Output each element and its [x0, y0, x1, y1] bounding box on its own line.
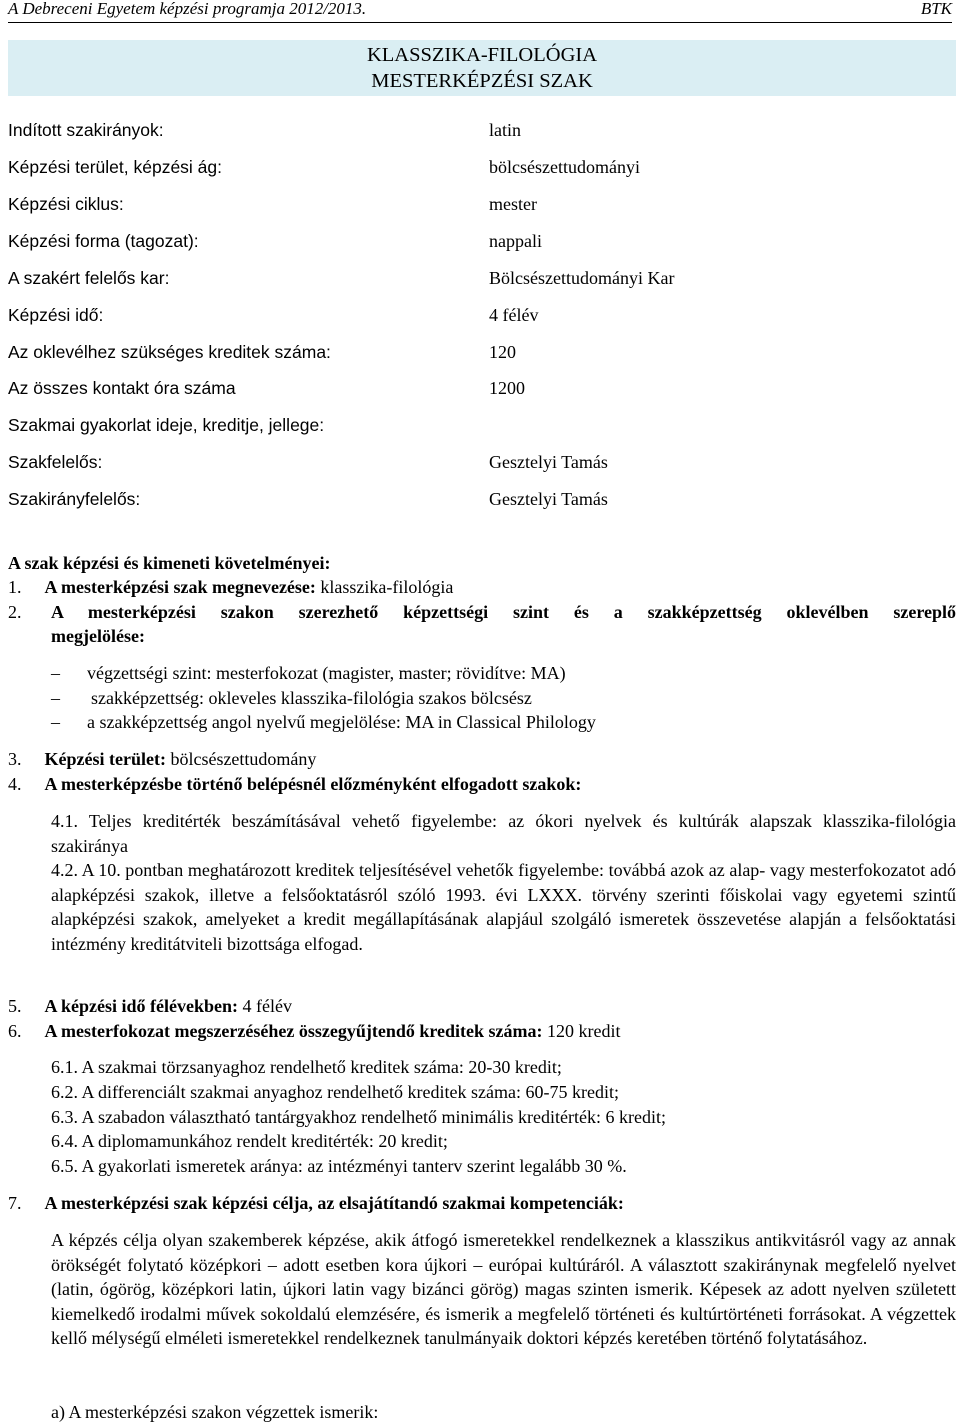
section-7-text: A képzés célja olyan szakemberek képzése, akik átfogó ismeretekkel rendelkeznek a klasszikus antikvitásról vagy az annak örökségét folytató középkori – adott esetben kora újkori – európai kultúráról. A választott szakiránynak megfelelő nyelvet (latin, ógörög, középkori latin, újkori latin vagy bizánci görög) magas szinten ismerik. Képesek az adott nyelven született kiemelkedő irodalmi művek sokoldalú elemzésére, és ismerik a megfelelő történeti és kultúrtörténeti forrásokat. A végzettek kellő mélységű elméleti ismeretekkel rendelkeznek tanulmányaik doktori képzés keretében történő folytatásához.: [51, 1230, 956, 1349]
info-value: 120: [489, 342, 516, 362]
section-7-a: a) A mesterképzési szakon végzettek ismerik:: [51, 1402, 379, 1422]
list-item: [51, 686, 532, 710]
list-item-text: szakképzettség: okleveles klasszika-filológia szakos bölcsész: [91, 688, 532, 708]
list-item-text: a szakképzettség angol nyelvű megjelölése: MA in Classical Philology: [87, 712, 596, 732]
info-value: Gesztelyi Tamás: [489, 452, 608, 472]
info-value: latin: [489, 120, 521, 140]
section-number: 4.: [8, 774, 22, 794]
section-4-2: 4.2. A 10. pontban meghatározott kreditek teljesítésével vehetők figyelembe: továbbá azok az alap- vagy mesterfokozatot adó alapképzési szakok, illetve a felsőoktatásról szóló 1993. évi LXXX. törvény szerinti főiskolai vagy egyetemi szintű alapképzési szakok, amelyeket a kredit megállapításának alapjául szolgáló ismeretek összevetése alapján a felsőoktatási intézmény kreditátviteli bizottsága elfogad.: [51, 860, 956, 954]
info-key: Képzési forma (tagozat):: [8, 231, 199, 251]
section-1: [8, 575, 453, 599]
section-value: bölcsészettudomány: [165, 749, 317, 769]
credit-item: 6.4. A diplomamunkához rendelt kreditérték: 20 kredit;: [51, 1131, 448, 1151]
dash-icon: –: [51, 712, 60, 732]
info-key: Képzési ciklus:: [8, 194, 124, 214]
requirements-heading: A szak képzési és kimeneti követelményei:: [8, 553, 331, 573]
section-2-line-2: megjelölése:: [51, 626, 145, 646]
info-value: Bölcsészettudományi Kar: [489, 268, 675, 288]
section-5: [8, 994, 292, 1018]
info-key: Szakfelelős:: [8, 452, 103, 472]
info-value: 1200: [489, 378, 525, 398]
page-header: [8, 0, 952, 23]
section-label: A mesterképzésbe történő belépésnél előzményként elfogadott szakok:: [44, 774, 582, 794]
page-title: [8, 40, 956, 96]
section-2-line-1: A mesterképzési szakon szerezhető képzettségi szint és a szakképzettség oklevélben szereplő: [51, 602, 956, 622]
section-value: klasszika-filológia: [315, 577, 454, 597]
dash-icon: –: [51, 688, 60, 708]
section-number: 6.: [8, 1021, 22, 1041]
info-key: Indított szakirányok:: [8, 120, 164, 140]
section-number: 7.: [8, 1193, 22, 1213]
section-label: Képzési terület:: [44, 749, 166, 769]
title-line-2: MESTERKÉPZÉSI SZAK: [371, 70, 593, 92]
section-6: [8, 1019, 621, 1043]
info-value: mester: [489, 194, 537, 214]
info-key: Képzési terület, képzési ág:: [8, 157, 223, 177]
list-item: [51, 710, 596, 734]
info-value: bölcsészettudományi: [489, 157, 640, 177]
section-4-1: 4.1. Teljes kreditérték beszámításával vehető figyelembe: az ókori nyelvek és kultúrák alapszak klasszika-filológia szakiránya: [51, 811, 956, 856]
info-key: Az összes kontakt óra száma: [8, 378, 236, 398]
section-7: [8, 1191, 624, 1215]
dash-icon: –: [51, 663, 60, 683]
section-label: A képzési idő félévekben:: [44, 996, 238, 1016]
info-value: nappali: [489, 231, 542, 251]
info-key: Képzési idő:: [8, 305, 104, 325]
credit-item: 6.3. A szabadon választható tantárgyakhoz rendelhető minimális kreditérték: 6 kredit;: [51, 1107, 666, 1127]
header-right: BTK: [920, 0, 952, 18]
info-key: Szakirányfelelős:: [8, 489, 141, 509]
title-line-1: KLASSZIKA-FILOLÓGIA: [366, 44, 598, 66]
section-value: 120 kredit: [542, 1021, 621, 1041]
section-value: 4 félév: [238, 996, 292, 1016]
section-number: 5.: [8, 996, 22, 1016]
section-4: [8, 772, 581, 796]
info-key: Szakmai gyakorlat ideje, kreditje, jellege:: [8, 415, 325, 435]
section-number: 1.: [8, 577, 22, 597]
info-value: Gesztelyi Tamás: [489, 489, 608, 509]
list-item: [51, 661, 566, 685]
info-key: A szakért felelős kar:: [8, 268, 170, 288]
section-3: [8, 747, 316, 771]
credit-item: 6.5. A gyakorlati ismeretek aránya: az intézményi tanterv szerint legalább 30 %.: [51, 1156, 627, 1176]
credit-item: 6.1. A szakmai törzsanyaghoz rendelhető kreditek száma: 20-30 kredit;: [51, 1057, 562, 1077]
section-label: A mesterképzési szak megnevezése:: [44, 577, 316, 597]
section-label: A mesterfokozat megszerzéséhez összegyűjtendő kreditek száma:: [44, 1021, 543, 1041]
section-number: 3.: [8, 749, 22, 769]
section-label: A mesterképzési szak képzési célja, az elsajátítandó szakmai kompetenciák:: [44, 1193, 624, 1213]
credit-item: 6.2. A differenciált szakmai anyaghoz rendelhető kreditek száma: 60-75 kredit;: [51, 1082, 619, 1102]
info-key: Az oklevélhez szükséges kreditek száma:: [8, 342, 331, 362]
list-item-text: végzettségi szint: mesterfokozat (magister, master; rövidítve: MA): [87, 663, 566, 683]
info-value: 4 félév: [489, 305, 539, 325]
section-2-number: 2.: [8, 602, 22, 622]
header-left: A Debreceni Egyetem képzési programja 2012/2013.: [8, 0, 367, 18]
